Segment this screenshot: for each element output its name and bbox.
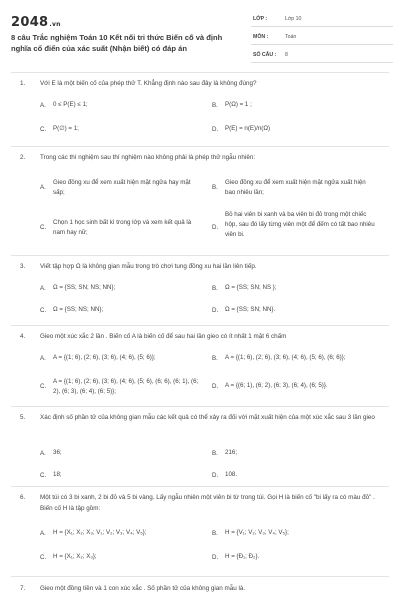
document-header bbox=[0, 0, 400, 64]
meta-count-label: SỐ CÂU : bbox=[253, 52, 277, 58]
question-text: Viết tập hợp Ω là không gian mẫu trong trò chơi tung đồng xu hai lần liên tiếp. bbox=[40, 263, 257, 270]
option-text: H = {X₁; X₂; X₃}; bbox=[53, 553, 97, 560]
option-text: A = {(1; 6), (2; 6), (3; 6), (4; 6), (5; 6), (6; 6), (6; 1), (6; 2), (6; 3), (6; 4), (6; 5)}; bbox=[53, 378, 199, 395]
option-text: H = {X₁; X₂; X₃; V₁; V₂; V₃; V₄; V₅}; bbox=[53, 529, 147, 536]
option-letter: B. bbox=[212, 355, 218, 362]
divider bbox=[11, 255, 389, 256]
meta-count-value: 8 bbox=[285, 52, 288, 58]
option-text: 18; bbox=[53, 471, 62, 478]
option-text: 216; bbox=[225, 449, 238, 456]
option-letter: D. bbox=[212, 472, 219, 479]
document-title: 8 câu Trắc nghiệm Toán 10 Kết nối tri thức Biến cố và định nghĩa cổ điển của xác suất (Nhận biết) có đáp án bbox=[11, 33, 223, 53]
option-text: Ω = {SS; SN; NS; NN}; bbox=[53, 284, 116, 291]
option-text: H = {Đ₁; Đ₂}. bbox=[225, 553, 260, 560]
document-meta bbox=[251, 12, 393, 66]
option-text: Gieo đồng xu để xem xuất hiện mặt ngửa hay mặt sấp; bbox=[53, 179, 191, 196]
meta-subject-value: Toán bbox=[285, 34, 297, 40]
option-letter: D. bbox=[212, 554, 219, 561]
logo-text: 2048 bbox=[11, 15, 49, 30]
option-letter: D. bbox=[212, 307, 219, 314]
option-text: 36; bbox=[53, 449, 62, 456]
option-letter: B. bbox=[212, 285, 218, 292]
option-text: A = {(6; 1), (6; 2), (6; 3), (6; 4), (6; 5)}. bbox=[225, 382, 328, 389]
option-text: Chọn 1 học sinh bất kì trong lớp và xem kết quả là nam hay nữ; bbox=[53, 219, 192, 236]
option-text: P(∅) = 1; bbox=[53, 125, 79, 132]
option-letter: B. bbox=[212, 450, 218, 457]
meta-class-label: LỚP : bbox=[253, 16, 268, 22]
option-text: 0 ≤ P(E) ≤ 1; bbox=[53, 101, 88, 108]
question-number: 3. bbox=[20, 263, 26, 270]
option-text: P(Ω) = 1 ; bbox=[225, 101, 252, 108]
question-number: 4. bbox=[20, 333, 26, 340]
option-letter: C. bbox=[40, 224, 47, 231]
divider bbox=[11, 325, 389, 326]
option-letter: C. bbox=[40, 307, 47, 314]
option-letter: A. bbox=[40, 285, 46, 292]
option-letter: D. bbox=[212, 224, 219, 231]
option-letter: A. bbox=[40, 355, 46, 362]
divider bbox=[11, 486, 389, 487]
meta-class-row bbox=[251, 12, 393, 27]
option-letter: A. bbox=[40, 184, 46, 191]
option-letter: A. bbox=[40, 450, 46, 457]
site-logo[interactable] bbox=[11, 15, 61, 30]
option-letter: D. bbox=[212, 126, 219, 133]
option-letter: C. bbox=[40, 126, 47, 133]
option-text: Ω = {SS; NS; NN}; bbox=[53, 306, 104, 313]
question-number: 6. bbox=[20, 494, 26, 501]
option-text: P(E) = n(E)/n(Ω) bbox=[225, 125, 271, 132]
question-text: Trong các thí nghiệm sau thí nghiệm nào không phải là phép thử ngẫu nhiên: bbox=[40, 154, 256, 161]
option-letter: C. bbox=[40, 554, 47, 561]
option-text: Ω = {SS; SN; NN}. bbox=[225, 306, 276, 313]
question-text: Với E là một biến cố của phép thử T. Khẳng định nào sau đây là không đúng? bbox=[40, 80, 257, 87]
question-number: 2. bbox=[20, 154, 26, 161]
meta-class-value: Lớp 10 bbox=[285, 16, 302, 22]
question-text: Xác định số phần tử của không gian mẫu các kết quả có thể xảy ra đối với mặt xuất hiện của một xúc xắc sau 3 lần gieo bbox=[40, 414, 375, 421]
question-number: 5. bbox=[20, 414, 26, 421]
meta-count-row bbox=[251, 48, 393, 63]
option-text: Bỏ hai viên bi xanh và ba viên bi đỏ trong một chiếc hộp, sau đó lấy từng viên một để đếm có tất bao nhiêu viên bi. bbox=[225, 211, 375, 238]
option-letter: B. bbox=[212, 102, 218, 109]
meta-subject-row bbox=[251, 30, 393, 45]
option-letter: A. bbox=[40, 102, 46, 109]
option-text: A = {(1; 6), (2; 6), (3; 6), (4; 6), (5; 6)}; bbox=[53, 354, 156, 361]
option-text: Ω = {SS; SN; NS }; bbox=[225, 284, 277, 291]
question-text: Gieo một đồng tiền và 1 con xúc xắc . Số phần tử của không gian mẫu là. bbox=[40, 585, 246, 592]
divider bbox=[11, 576, 389, 577]
option-letter: B. bbox=[212, 530, 218, 537]
option-letter: C. bbox=[40, 472, 47, 479]
option-letter: B. bbox=[212, 184, 218, 191]
meta-subject-label: MÔN : bbox=[253, 34, 269, 40]
option-letter: C. bbox=[40, 383, 47, 390]
option-letter: A. bbox=[40, 530, 46, 537]
question-text: Gieo một xúc xắc 2 lần . Biến cố A là biến cố để sau hai lần gieo có ít nhất 1 mặt 6 chấm bbox=[40, 333, 287, 340]
option-text: H = {V₁; V₂; V₃; V₄; V₅}; bbox=[225, 529, 289, 536]
divider bbox=[11, 72, 389, 73]
option-text: Gieo đồng xu để xem xuất hiện mặt ngửa xuất hiện bao nhiêu lần; bbox=[225, 179, 366, 196]
logo-suffix: .vn bbox=[49, 21, 61, 28]
divider bbox=[11, 406, 389, 407]
question-number: 7. bbox=[20, 585, 26, 592]
option-text: 108. bbox=[225, 471, 238, 478]
divider bbox=[11, 146, 389, 147]
question-number: 1. bbox=[20, 80, 26, 87]
option-letter: D. bbox=[212, 383, 219, 390]
question-text: Một túi có 3 bi xanh, 2 bi đỏ và 5 bi vàng. Lấy ngẫu nhiên một viên bi từ trong túi. Gọi H là biến cố "bi lấy ra có màu đỏ" . Biến cố H là tập gồm: bbox=[40, 494, 375, 512]
option-text: A = {(1; 6), (2; 6), (3; 6), (4; 6), (5; 6), (6; 6)}; bbox=[225, 354, 346, 361]
